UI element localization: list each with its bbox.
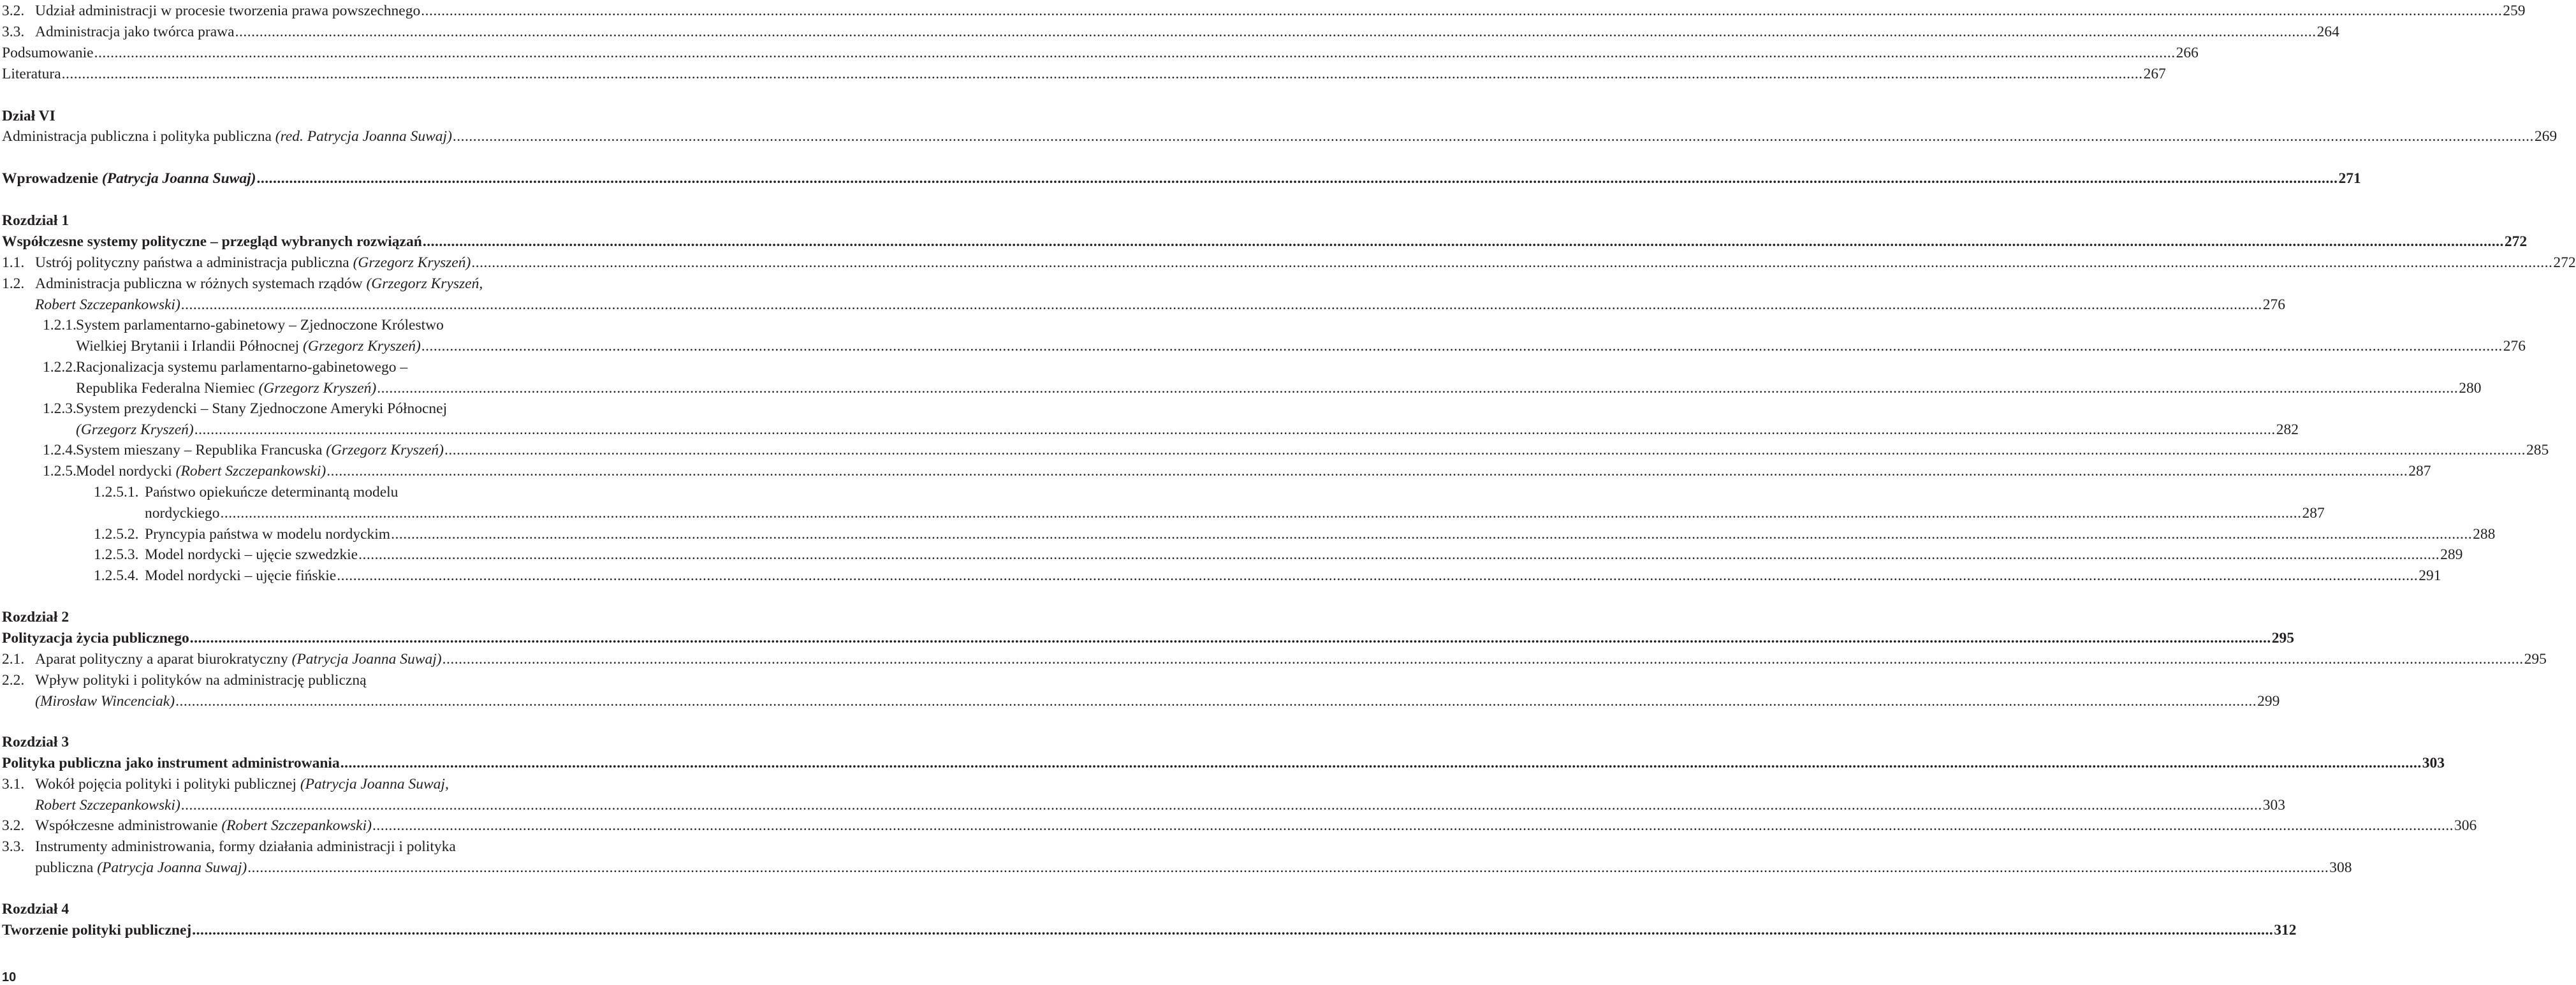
dot-leader: [192, 920, 2273, 941]
toc-line: [2, 607, 611, 628]
entry-page-number: 303: [2422, 755, 2445, 771]
entry-number: 3.1.: [2, 776, 25, 792]
toc-line: [2, 836, 611, 857]
toc-line: [2, 106, 611, 127]
entry-page-number: 276: [2262, 296, 2286, 313]
dot-leader: [377, 378, 2458, 399]
toc-line: [2, 753, 2445, 774]
entry-title-text: Rozdział 1: [2, 212, 70, 229]
toc-entry: [2, 670, 2280, 712]
toc-line: [2, 210, 611, 231]
entry-title-text: Administracja jako twórca prawa: [35, 24, 235, 40]
entry-title: [2, 899, 69, 920]
toc-line: [2, 815, 2477, 836]
toc-entry: [2, 168, 2361, 189]
entry-author: (Patrycja Joanna Suwaj): [97, 859, 247, 876]
entry-title: [145, 503, 219, 524]
toc-entry: [2, 836, 2352, 879]
entry-author: (Robert Szczepankowski): [221, 817, 372, 834]
toc-entry: [2, 126, 2558, 147]
toc-line: [2, 295, 2286, 316]
dot-leader: [190, 628, 2271, 649]
entry-page-number: 295: [2271, 630, 2294, 646]
toc-line: [2, 231, 2528, 252]
entry-number: 1.2.5.1.: [94, 484, 139, 500]
toc-entry: [2, 815, 2477, 836]
entry-author: (Mirosław Wincenciak): [35, 693, 175, 710]
dot-leader: [372, 815, 2454, 836]
entry-title: [2, 607, 69, 628]
entry-title-text: Pryncypia państwa w modelu nordyckim: [145, 526, 391, 543]
entry-title-text: Udział administracji w procesie tworzenia prawa powszechnego: [35, 3, 421, 19]
entry-title-text: Rozdział 4: [2, 901, 70, 917]
entry-author: (Grzegorz Kryszeń): [353, 254, 471, 271]
entry-title: [35, 670, 367, 691]
toc-line: [2, 357, 611, 378]
entry-title-text: Instrumenty administrowania, formy działania administracji i polityka: [35, 838, 456, 855]
entry-number: 3.3.: [2, 838, 25, 855]
dot-leader: [181, 795, 2262, 816]
dot-leader: [471, 252, 2552, 274]
entry-title: [2, 732, 69, 753]
entry-title: [35, 1, 420, 22]
entry-title: [2, 168, 256, 189]
entry-title-text: System parlamentarno-gabinetowy – Zjednoczone Królestwo: [76, 317, 444, 333]
entry-title-text: Literatura: [2, 66, 61, 82]
toc-line: [2, 378, 2482, 399]
toc-entry: [2, 544, 2463, 565]
toc-line: [2, 315, 611, 336]
entry-number: 1.2.3.: [43, 400, 77, 417]
entry-page-number: 276: [2503, 338, 2526, 354]
toc-entry: [2, 22, 2339, 43]
entry-title-text: Administracja publiczna i polityka publiczna: [2, 128, 272, 145]
entry-title: [145, 524, 390, 545]
dot-leader: [443, 649, 2524, 670]
toc-line: [2, 22, 2339, 43]
entry-number: 1.2.: [2, 275, 25, 292]
entry-title: [35, 836, 456, 857]
toc-line: [2, 126, 2558, 147]
entry-title-text: Model nordycki – ujęcie szwedzkie: [145, 546, 358, 563]
entry-page-number: 312: [2274, 922, 2297, 938]
entry-title: [35, 22, 235, 43]
dot-leader: [340, 753, 2422, 774]
entry-title-text: Republika Federalna Niemiec: [76, 380, 255, 397]
entry-page-number: 269: [2534, 128, 2558, 145]
entry-title: [2, 628, 189, 649]
toc-line: [2, 670, 611, 691]
toc-entry: [2, 461, 2431, 482]
entry-author: (Grzegorz Kryszeń): [326, 442, 444, 458]
entry-page-number: 259: [2503, 3, 2526, 19]
toc-entry: [2, 482, 2325, 524]
entry-title-text: System prezydencki – Stany Zjednoczone Ameryki Północnej: [76, 400, 448, 417]
toc-line: [2, 1, 2526, 22]
toc-line: [2, 398, 611, 420]
toc-line: [2, 43, 2199, 64]
entry-page-number: 280: [2459, 380, 2482, 397]
entry-title-text: Współczesne systemy polityczne – przegląd wybranych rozwiązań: [2, 233, 422, 250]
entry-title-text: Polityzacja życia publicznego: [2, 630, 189, 646]
dot-leader: [220, 503, 2301, 524]
entry-number: 1.2.5.4.: [94, 567, 139, 584]
entry-author: (Grzegorz Kryszeń,: [366, 275, 483, 292]
toc-entry: [2, 753, 2445, 774]
entry-page-number: 291: [2419, 567, 2441, 584]
toc-line: [2, 440, 2549, 461]
entry-number: 1.1.: [2, 254, 25, 271]
toc-entry: [2, 649, 2547, 670]
entry-title: [76, 378, 376, 399]
entry-title: [35, 649, 442, 670]
toc-line: [2, 336, 2526, 357]
entry-title: [35, 815, 372, 836]
entry-title-text: Administracja publiczna w różnych systemach rządów: [35, 275, 363, 292]
entry-page-number: 308: [2329, 859, 2352, 876]
toc-entry: [2, 398, 2299, 441]
toc-line: [2, 482, 611, 503]
dot-leader: [247, 857, 2329, 879]
toc-line: [2, 649, 2547, 670]
entry-author: (Grzegorz Kryszeń): [258, 380, 377, 397]
entry-title-text: Model nordycki: [76, 463, 172, 479]
entry-page-number: 271: [2338, 170, 2361, 187]
toc-line: [2, 628, 2294, 649]
entry-title: [76, 461, 326, 482]
toc-line: [2, 64, 2166, 85]
toc-line: [2, 857, 2352, 879]
toc-entry: [2, 64, 2166, 85]
toc-line: [2, 691, 2280, 712]
dot-leader: [444, 440, 2526, 461]
toc-entry: [2, 274, 2286, 316]
toc-entry: [2, 565, 2441, 587]
toc-entry: [2, 774, 2286, 816]
toc-line: [2, 274, 611, 295]
entry-title: [76, 357, 407, 378]
entry-page-number: 287: [2302, 505, 2325, 522]
entry-title: [35, 295, 180, 316]
dot-leader: [337, 565, 2418, 587]
entry-number: 1.2.4.: [43, 442, 77, 458]
toc-line: [2, 252, 2576, 274]
entry-title: [145, 544, 358, 565]
toc-line: [2, 795, 2286, 816]
entry-title: [2, 753, 340, 774]
entry-title: [2, 920, 191, 941]
entry-title: [35, 774, 449, 795]
dot-leader: [175, 691, 2257, 712]
toc-entry: [2, 524, 2496, 545]
toc-line: [2, 774, 611, 795]
toc-heading: [2, 607, 611, 628]
entry-author: (red. Patrycja Joanna Suwaj): [275, 128, 452, 145]
entry-title: [35, 857, 247, 879]
entry-title-text: Wprowadzenie: [2, 170, 99, 187]
entry-title: [2, 231, 422, 252]
toc-heading: [2, 210, 611, 231]
dot-leader: [326, 461, 2408, 482]
entry-title: [2, 43, 94, 64]
entry-title: [76, 398, 447, 420]
entry-number: 3.3.: [2, 24, 25, 40]
toc-entry: [2, 1, 2526, 22]
entry-author: (Patrycja Joanna Suwaj): [101, 170, 256, 187]
entry-page-number: 295: [2524, 651, 2547, 668]
toc-line: [2, 920, 2297, 941]
entry-title: [35, 274, 483, 295]
toc-heading: [2, 732, 611, 753]
toc-line: [2, 168, 2361, 189]
entry-page-number: 303: [2262, 797, 2286, 814]
entry-title-text: Państwo opiekuńcze determinantą modelu: [145, 484, 399, 500]
entry-title: [76, 336, 421, 357]
entry-number: 1.2.5.2.: [94, 526, 139, 543]
toc-entry: [2, 231, 2528, 252]
entry-author: (Patrycja Joanna Suwaj,: [300, 776, 449, 792]
entry-page-number: 289: [2440, 546, 2463, 563]
toc-line: [2, 503, 2325, 524]
dot-leader: [423, 231, 2504, 252]
entry-number: 1.2.2.: [43, 359, 77, 376]
entry-title: [2, 210, 69, 231]
entry-title: [145, 482, 398, 503]
toc-line: [2, 461, 2431, 482]
entry-number: 2.2.: [2, 672, 25, 689]
dot-leader: [391, 524, 2472, 545]
entry-title: [76, 420, 194, 441]
entry-page-number: 306: [2454, 817, 2477, 834]
entry-title-text: Aparat polityczny a aparat biurokratyczny: [35, 651, 288, 668]
entry-author: (Grzegorz Kryszeń): [303, 338, 421, 354]
entry-title: [2, 64, 61, 85]
toc-entry: [2, 920, 2297, 941]
entry-title-text: nordyckiego: [145, 505, 220, 522]
entry-number: 1.2.1.: [43, 317, 77, 333]
entry-page-number: 285: [2526, 442, 2549, 458]
dot-leader: [453, 126, 2534, 147]
entry-title-text: Dział VI: [2, 108, 55, 124]
entry-title-text: Wielkiej Brytanii i Irlandii Północnej: [76, 338, 300, 354]
entry-title: [2, 106, 55, 127]
entry-title-text: Wokół pojęcia polityki i polityki publicznej: [35, 776, 296, 792]
entry-title-text: Rozdział 3: [2, 734, 70, 750]
entry-title-text: Ustrój polityczny państwa a administracja publiczna: [35, 254, 349, 271]
entry-title-text: System mieszany – Republika Francuska: [76, 442, 323, 458]
entry-number: 1.2.5.3.: [94, 546, 139, 563]
dot-leader: [235, 22, 2316, 43]
entry-title-text: Rozdział 2: [2, 609, 70, 625]
entry-page-number: 272: [2553, 254, 2576, 271]
entry-page-number: 266: [2176, 45, 2199, 61]
toc-entry: [2, 357, 2482, 399]
entry-title-text: Podsumowanie: [2, 45, 94, 61]
dot-leader: [181, 295, 2262, 316]
entry-title: [76, 315, 444, 336]
entry-title: [35, 795, 180, 816]
entry-title-text: Polityka publiczna jako instrument administrowania: [2, 755, 340, 771]
dot-leader: [421, 336, 2503, 357]
toc-line: [2, 420, 2299, 441]
entry-title-text: Współczesne administrowanie: [35, 817, 218, 834]
toc-entry: [2, 252, 2576, 274]
entry-author: (Patrycja Joanna Suwaj): [291, 651, 442, 668]
toc-line: [2, 565, 2441, 587]
entry-page-number: 264: [2316, 24, 2339, 40]
entry-number: 1.2.5.: [43, 463, 77, 479]
dot-leader: [62, 64, 2143, 85]
dot-leader: [194, 420, 2276, 441]
dot-leader: [94, 43, 2176, 64]
toc-line: [2, 524, 2496, 545]
entry-title-text: publiczna: [35, 859, 94, 876]
entry-number: 3.2.: [2, 817, 25, 834]
entry-number: 3.2.: [2, 3, 25, 19]
entry-page-number: 267: [2143, 66, 2166, 82]
entry-author: (Robert Szczepankowski): [175, 463, 326, 479]
entry-page-number: 288: [2473, 526, 2496, 543]
entry-page-number: 282: [2276, 421, 2299, 438]
entry-title: [76, 440, 444, 461]
entry-title-text: Wpływ polityki i polityków na administrację publiczną: [35, 672, 367, 689]
entry-number: 2.1.: [2, 651, 25, 668]
toc-entry: [2, 315, 2526, 357]
entry-author: (Grzegorz Kryszeń): [76, 421, 194, 438]
entry-page-number: 299: [2257, 693, 2280, 710]
entry-author: Robert Szczepankowski): [35, 296, 180, 313]
toc-line: [2, 732, 611, 753]
entry-title: [2, 126, 452, 147]
dot-leader: [358, 544, 2440, 565]
toc-heading: [2, 106, 611, 127]
toc-line: [2, 544, 2463, 565]
toc-entry: [2, 440, 2549, 461]
toc-line: [2, 899, 611, 920]
entry-title: [145, 565, 336, 587]
entry-page-number: 287: [2408, 463, 2431, 479]
entry-title: [35, 252, 471, 274]
page-number: 10: [2, 970, 17, 984]
dot-leader: [256, 168, 2338, 189]
entry-page-number: 272: [2504, 233, 2528, 250]
toc-entry: [2, 628, 2294, 649]
toc-heading: [2, 899, 611, 920]
entry-author: Robert Szczepankowski): [35, 797, 180, 814]
dot-leader: [421, 1, 2502, 22]
toc-entry: [2, 43, 2199, 64]
entry-title-text: Model nordycki – ujęcie fińskie: [145, 567, 337, 584]
entry-title-text: Racjonalizacja systemu parlamentarno-gabinetowego –: [76, 359, 408, 376]
entry-title-text: Tworzenie polityki publicznej: [2, 922, 192, 938]
entry-title: [35, 691, 175, 712]
